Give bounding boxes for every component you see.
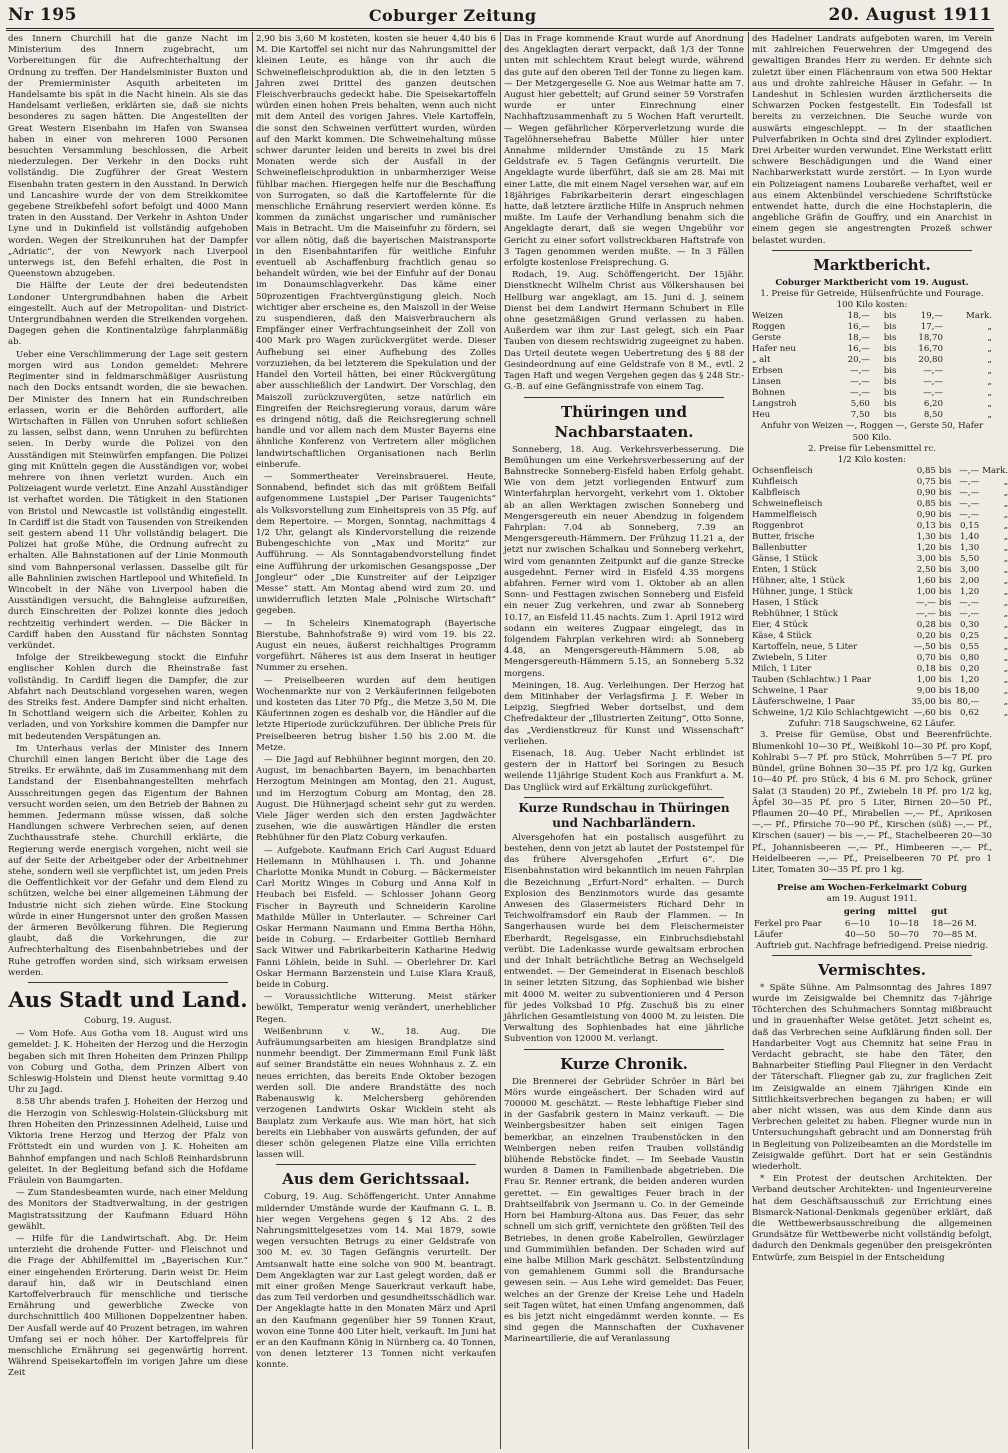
range-separator: bis (938, 675, 952, 686)
section-rule (28, 982, 228, 983)
price-high: —,— (959, 477, 980, 488)
ferkel-market-date: am 19. August 1911. (826, 894, 918, 905)
article-paragraph: Meiningen, 18. Aug. Verleihungen. Der Herzog hat dem Mitinhaber der Verlagsfirma J. F. Weber in Leipzig, Siegfried Weber dortselbst, und dem Chefredakteur der „Illustrierten Zeitung“, Otto Sonne, das „Verdienstkreuz für Kunst und Wissenschaft“ verliehen. (504, 680, 744, 747)
price-item-name: Hühner, junge, 1 Stück (752, 587, 853, 598)
range-separator: bis (938, 532, 952, 543)
price-unit: „ (1003, 664, 1008, 675)
article-paragraph: Ueber eine Verschlimmerung der Lage seit gestern morgen wird aus London gemeldet: Mehrere Regimenter sind in feldmarschmäßiger Ausrüstung nach den Docks entsandt worden, die sie bewachen. Der Minister des Innern hat ein Rundschreiben erlassen, worin er die Behörden auffordert, alle Wirtschaften in Fällen von Unruhen sofort schließen zu lassen, selbst dann, wenn Unruhen zu befürchten seien. In Derby wurde die Polizei von den Ausständigen mit Steinwürfen empfangen. Die Polizei ging mit Knütteln gegen die Ausständigen vor, wobei mehrere von ihnen verletzt wurden. Auch ein Polizeiagent wurde verletzt. Eine Anzahl Ausständiger ist verhaftet worden. Die Tätigkeit in den Stationen von Bristol und Newcastle ist vollständig eingestellt. In Cardiff ist die Stadt von Tausenden von Streikenden seit gestern abend 11 Uhr vollständig belagert. Die Polizei hat große Mühe, die Ordnung aufrecht zu erhalten. Alle Bahnstationen auf der Linie Monmouth sind vom Bahnpersonal verlassen. Dasselbe gilt für alle Bahnlinien zwischen Hartlepool und Whitefield. In Wincobelt in der Nähe von Liverpool haben die Ausständigen versucht, die Bahngleise aufzureißen, durch Einschreiten der Polizei konnte dies jedoch rechtzeitig verhindert werden. — Die Bäcker in Cardiff haben den Ausstand für nächsten Sonntag verkündet. (8, 349, 248, 651)
price-unit: „ (987, 410, 992, 421)
price-unit: „ (1003, 609, 1008, 620)
column-divider (252, 32, 253, 1449)
range-separator: bis (938, 697, 952, 708)
column-divider (748, 32, 749, 1449)
price-low: —,— (849, 377, 870, 388)
article-paragraph: Im Unterhaus verlas der Minister des Innern Churchill einen langen Bericht über die Lage des Streiks. Er erwähnte, daß im Zusammenhang mit dem Landstand der Eisenbahnangestellten mehrfach Ausschreitungen gegen das Eigentum der Bahnen versucht worden seien, um den Betrieb der Bahnen zu hemmen. Jedermann müsse wissen, daß solche Handlungen schwere Verbrechen seien, auf denen Zuchthausstrafe stehe. Churchill erklärte, die Regierung werde energisch vorgehen, nicht weil sie auf der Seite der Arbeitgeber oder der Arbeitnehmer stehe, sondern weil sie verpflichtet ist, um jeden Preis die Oeffentlichkeit vor der Gefahr und dem Elend zu schützen, welche bei einer allgemeinen Lähmung der Industrie nicht sich ziehen würde. Eine Stockung würde in einer Hungersnot unter den großen Massen der ärmeren Bevölkerung führen. Die Regierung glaubt, daß die Vorkehrungen, die zur Aufrechterhaltung des Eisenbahnbetriebes und der Ruhe getroffen worden sind, sich wirksam erweisen werden. (8, 743, 248, 978)
section-rule (524, 797, 724, 798)
article-paragraph: Die Brennerei der Gebrüder Schröer in Bärl bei Mörs wurde eingeäschert. Der Schaden wird auf 700000 M. geschätzt. — Reste lebhaftige Fieber sind in der Gasfabrik gestern in Mainz verkauft. — Die Weinbergsbesitzer haben seit einigen Tagen bemerkbar, an einzelnen Traubenstöcken in den Weinbergen neben reifen Trauben vollständig blühende Rebstöcke findet. — Im Seebade Vaustin wurden 8 Damen in Familienbade abgetrieben. Die Frau Sr. Renner ertrank, die beiden anderen wurden gerettet. — Ein gewaltiges Feuer brach in der Drahtseilfabrik von Jsermann u. Co. in der Gemeinde Horn bei Hamburg-Altona aus. Das Feuer, das sehr schnell um sich griff, vernichtete den größten Teil des Betriebes, in denen große Kabelrollen, Gewürzlager und Gummimühlen befanden. Der Schaden wird auf eine halbe Million Mark geschätzt. Selbstentzündung von gemahlenem Gummi soll die Brandursache gewesen sein. — Aus Lehe wird gemeldet: Das Feuer, welches an der Grenze der Kreise Lehe und Hadeln seit Tagen wütet, hat einen Umfang angenommen, daß es bis jetzt nicht eingedämmt werden konnte. — Es sind gegen die Mannschaften der Cuxhavener Marineartillerie, die auf Veranlassung (504, 1076, 744, 1345)
price-low: 1,00 (916, 675, 936, 686)
ferkel-cell: 50—70 (888, 929, 920, 940)
price-high: —,— (923, 366, 943, 377)
ferkel-cell: Ferkel pro Paar (754, 918, 822, 929)
price-row (752, 322, 992, 333)
price-row (752, 477, 1008, 488)
price-high: 0,15 (960, 521, 980, 532)
price-high: 8,50 (923, 410, 943, 421)
price-row (752, 510, 1008, 521)
price-row (752, 355, 992, 366)
price-unit: „ (1003, 554, 1008, 565)
price-low: —,— (849, 366, 870, 377)
price-high: 19,— (920, 311, 943, 322)
masthead-rule (6, 28, 994, 31)
price-row (752, 388, 992, 399)
price-unit: „ (987, 355, 992, 366)
ferkel-cell: 6—10 (844, 918, 870, 929)
price-high: 80,— (956, 697, 980, 708)
range-separator: bis (938, 708, 952, 719)
price-low: 0,28 (916, 620, 936, 631)
range-separator: bis (938, 620, 952, 631)
price-row (752, 664, 1008, 675)
price-unit: „ (1003, 653, 1008, 664)
column-2 (256, 34, 496, 1449)
price-unit: Mark. (966, 311, 992, 322)
price-row (752, 399, 992, 410)
price-item-name: Kalbfleisch (752, 488, 801, 499)
ferkel-column-header: gering (843, 906, 876, 917)
issue-date: 20. August 1911 (828, 5, 992, 25)
ferkel-column-header: mittel (887, 906, 917, 917)
price-row (752, 675, 1008, 686)
article-paragraph: — Voraussichtliche Witterung. Meist stärker bewölkt, Temperatur wenig verändert, unerheblicher Regen. (256, 992, 496, 1025)
price-high: 1,20 (960, 587, 980, 598)
price-low: 0,20 (916, 631, 936, 642)
ferkel-cell: 10—18 (888, 918, 920, 929)
price-item-name: Hammelfleisch (752, 510, 818, 521)
price-unit: „ (987, 322, 992, 333)
price-item-name: Roggen (752, 322, 786, 333)
price-high: 3,00 (960, 565, 980, 576)
price-low: 20,— (847, 355, 870, 366)
price-low: —,— (915, 609, 936, 620)
price-low: 3,00 (916, 554, 936, 565)
price-low: 16,— (847, 344, 870, 355)
price-unit: „ (987, 333, 992, 344)
range-separator: bis (938, 631, 952, 642)
price-row (752, 488, 1008, 499)
price-unit: „ (1003, 587, 1008, 598)
price-high: —,— (959, 598, 980, 609)
price-low: 18,— (847, 333, 870, 344)
article-paragraph: Rodach, 19. Aug. Schöffengericht. Der 15jähr. Dienstknecht Wilhelm Christ aus Völkershausen bei Hellburg war angeklagt, am 15. Juni d. J. seinem Dienst bei dem Landwirt Hermann Schubert in Elle ohne gesetzmäßigen Grund verlassen zu haben. Außerdem war ihm zur Last gelegt, sich ein Paar Tauben von diesem rechtswidrig zugeeignet zu haben. Das Urteil deutete wegen Uebertretung des § 88 der Gesindeordnung auf eine Geldstrafe von 8 M., evtl. 2 Tagen Haft und wegen Vergehen gegen das § 248 Str.-G.-B. auf eine Gefängnisstrafe von einem Tag. (504, 270, 744, 393)
range-separator: bis (883, 399, 897, 410)
section-heading-stadt-land: Aus Stadt und Land. (8, 987, 248, 1013)
price-row (752, 631, 1008, 642)
range-separator: bis (938, 598, 952, 609)
section-rule (822, 879, 922, 880)
price-item-name: Läuferschweine, 1 Paar (752, 697, 855, 708)
food-price-table (752, 466, 1008, 719)
price-item-name: Bohnen (752, 388, 786, 399)
article-paragraph: — Hilfe für die Landwirtschaft. Abg. Dr. Heim unterzieht die drohende Futter- und Fleischnot und die Frage der Abhilfemittel im „Bayerischen Kur.“ einer eingehenden Erörterung. Darin weist Dr. Heim darauf hin, daß wir in Deutschland einen Kartoffelverbrauch für menschliche und tierische Ernährung und gewerbliche Zwecke von durchschnittlich 400 Millionen Doppelzentner haben. Der Ausfall werde auf 40 Prozent betragen, im wahren Umfang sei er noch höher. Der Kartoffelpreis für menschliche Ernährung sei gegenwärtig horrent. Während Speisekartoffeln im vorigen Jahre um diese Zeit (8, 1233, 248, 1379)
price-unit: „ (987, 366, 992, 377)
price-unit: „ (1003, 708, 1008, 719)
price-high: 0,55 (960, 642, 980, 653)
newspaper-title: Coburger Zeitung (368, 5, 537, 25)
price-unit: „ (1003, 675, 1008, 686)
price-item-name: Enten, 1 Stück (752, 565, 817, 576)
range-separator: bis (938, 510, 952, 521)
price-low: 35,00 (911, 697, 936, 708)
price-item-name: Gänse, 1 Stück (752, 554, 818, 565)
price-item-name: Zwiebeln, 5 Liter (752, 653, 827, 664)
range-separator: bis (938, 686, 952, 697)
price-low: 5,60 (850, 399, 870, 410)
price-high: 17,— (920, 322, 943, 333)
price-row (752, 642, 1008, 653)
article-paragraph: Sonneberg, 18. Aug. Verkehrsverbesserung. Die Bemühungen um eine Verkehrsverbesserung auf der Bahnstrecke Sonneberg-Eisfeld haben Erfolg gehabt. Wie von dem jetzt vorliegenden Entwurf zum Winterfahrplan hervorgeht, verkehrt vom 1. Oktober ab an allen Werktagen zwischen Sonneberg und Mengersgereuth ein neuer Abendzug in folgendem Fahrplan: 7.04 ab Sonneberg, 7.39 an Mengersgereuth-Hämmern. Der Frühzug 11.21 a, der jetzt nur zwischen Schalkau und Sonneberg verkehrt, wird vom genannten Zeitpunkt auf die ganze Strecke ausgedehnt. Ferner wird in Eisfeld 4.35 morgens abfahren. Ferner wird vom 1. Oktober ab an allen Sonn- und Festtagen zwischen Sonneberg und Eisfeld ein neuer Zug verkehren, und zwar ab Sonneberg 10.17, an Eisfeld 11.45 nachts. Zum 1. April 1912 wird sodann ein weiteres Zugpaar eingelegt, das in folgendem Fahrplan verkehren wird: ab Sonneberg 4.48, an Mengersgereuth-Hämmern 5.08, ab Mengersgereuth-Hämmern 5.15, an Sonneberg 5.32 morgens. (504, 444, 744, 679)
price-low: 1,20 (916, 543, 936, 554)
grain-price-table (752, 311, 992, 421)
price-high: 0,80 (960, 653, 980, 664)
ferkel-cell: Läufer (754, 929, 783, 940)
market-zufuhr: Zufuhr: 718 Saugschweine, 62 Läufer. (788, 719, 956, 730)
price-item-name: Gerste (752, 333, 782, 344)
dateline: Coburg, 19. August. (84, 1016, 172, 1027)
price-high: 1,20 (960, 675, 980, 686)
price-high: —,— (959, 510, 980, 521)
masthead (8, 4, 992, 26)
price-high: 1,30 (960, 543, 980, 554)
section-rule (524, 397, 724, 398)
price-row (752, 587, 1008, 598)
price-item-name: Milch, 1 Liter (752, 664, 812, 675)
price-high: —,— (959, 609, 980, 620)
range-separator: bis (938, 521, 952, 532)
price-high: —,— (959, 499, 980, 510)
price-row (752, 620, 1008, 631)
ferkel-cell: 40—50 (844, 929, 876, 940)
range-separator: bis (883, 366, 897, 377)
price-unit: „ (1003, 598, 1008, 609)
price-row (752, 410, 992, 421)
price-item-name: Kartoffeln, neue, 5 Liter (752, 642, 858, 653)
price-low: 1,00 (916, 587, 936, 598)
section-heading-marktbericht: Marktbericht. (813, 255, 931, 274)
range-separator: bis (883, 333, 897, 344)
price-high: —,— (959, 488, 980, 499)
price-low: 0,70 (916, 653, 936, 664)
price-row (752, 697, 1008, 708)
range-separator: bis (883, 311, 897, 322)
ferkel-market-title: Preise am Wochen-Ferkelmarkt Coburg (777, 883, 967, 894)
article-paragraph: — In Scheleirs Kinematograph (Bayerische Bierstube, Bahnhofstraße 9) wird vom 19. bis 22. August ein neues, äußerst reichhaltiges Programm vorgeführt. Näheres ist aus dem Inserat in heutiger Nummer zu ersehen. (256, 618, 496, 674)
price-item-name: Heu (752, 410, 771, 421)
price-low: 0,85 (916, 466, 936, 477)
price-item-name: Hühner, alte, 1 Stück (752, 576, 845, 587)
section-rule (772, 955, 972, 956)
price-unit: „ (1003, 686, 1008, 697)
price-low: 0,13 (916, 521, 936, 532)
market-report-subtitle: Coburger Marktbericht vom 19. August. (775, 277, 969, 288)
price-low: 1,60 (916, 576, 936, 587)
article-paragraph: Coburg, 19. Aug. Schöffengericht. Unter Annahme mildernder Umstände wurde der Kaufmann G. L. B. hier wegen Vergehens gegen § 12 Abs. 2 des Nahrungsmittelgesetzes vom 14. Mai 1879, sowie wegen versuchten Betrugs zu einer Geldstrafe von 300 M. ev. 30 Tagen Gefängnis verurteilt. Der Amtsanwalt hatte eine solche von 900 M. beantragt. Dem Angeklagten war zur Last gelegt worden, daß er mit einer großen Menge Sauerkraut verkauft habe, das zum Teil verdorben und gesundheitsschädlich war. Der Angeklagte hatte in den Monaten März und April an den Kaufmann gegenüber hier 59 Tonnen Kraut, wovon eine Tonne 400 Liter hielt, verkauft. Im Juni hat er an den Kaufmann König in Nürnberg ca. 40 Tonnen, von denen letzterer 13 Tonnen nicht verkaufen konnte. (256, 1192, 496, 1371)
price-row (752, 499, 1008, 510)
section-heading-vermischtes: Vermischtes. (818, 960, 926, 979)
price-item-name: Käse, 4 Stück (752, 631, 812, 642)
price-row (752, 554, 1008, 565)
ferkel-market-note: Auftrieb gut. Nachfrage befriedigend. Preise niedrig. (755, 940, 989, 951)
price-unit: Mark. (982, 466, 1008, 477)
range-separator: bis (938, 477, 952, 488)
price-item-name: Tauben (Schlachtw.) 1 Paar (752, 675, 871, 686)
price-low: 0,85 (916, 499, 936, 510)
price-item-name: Rebhühner, 1 Stück (752, 609, 839, 620)
price-high: 0,62 (960, 708, 980, 719)
price-unit: „ (1003, 499, 1008, 510)
section-heading-chronik: Kurze Chronik. (560, 1054, 688, 1073)
price-item-name: Schweine, 1/2 Kilo Schlachtgewicht (752, 708, 909, 719)
market-unit-label: 1/2 Kilo kosten: (837, 455, 907, 466)
price-item-name: Ballenbutter (752, 543, 807, 554)
price-unit: „ (1003, 521, 1008, 532)
price-unit: „ (1003, 532, 1008, 543)
range-separator: bis (883, 388, 897, 399)
column-1 (8, 34, 248, 1449)
range-separator: bis (938, 576, 952, 587)
range-separator: bis (938, 664, 952, 675)
price-item-name: „ alt (752, 355, 771, 366)
article-paragraph: * Ein Protest der deutschen Architekten. Der Verband deutscher Architekten- und Ingenieurvereine hat dem Geschäftsausschuß zur Errichtung eines Bismarck-National-Denkmals gegenüber erklärt, daß die Wettbewerbsausschreibung die allgemeinen Grundsätze für Wettbewerbe nicht vollständig befolgt, dadurch den Denkmals gegenüber den preisgekrönten Entwürfe, zum Beispiel in der Entscheidung (752, 1174, 992, 1263)
price-low: 0,90 (916, 510, 936, 521)
price-row (752, 543, 1008, 554)
price-unit: „ (987, 377, 992, 388)
price-item-name: Kuhfleisch (752, 477, 798, 488)
article-paragraph: Weißenbrunn v. W., 18. Aug. Die Aufräumungsarbeiten am hiesigen Brandplatze sind nunmehr beendigt. Der Zimmermann Emil Funk läßt auf seiner Brandstätte ein neues Wohnhaus z. Z. ein neues errichten, das bereits Ende Oktober bezogen werden soll. Die andere Brandstätte des noch Rabenauswig k. Melchersberg gehörenden verzogenen Landwirts Oskar Wicklein steht als Bauplatz zum Verkaufe aus. Wie man hört, hat sich bereits ein Liebhaber von auswärts gefunden, der auf dieser schön gelegenen Platze eine Villa errichten lassen will. (256, 1026, 496, 1161)
price-low: 7,50 (850, 410, 870, 421)
price-high: 2,00 (960, 576, 980, 587)
article-paragraph: 2,90 bis 3,60 M kosteten, kosten sie heuer 4,40 bis 6 M. Die Kartoffel sei nicht nur das Nahrungsmittel der kleinen Leute, es hänge von ihr auch die Schweinefleischproduktion ab, die in den letzten 5 Jahren zwei Drittel des ganzen deutschen Fleischverbrauchs gedeckt habe. Die Speisekartoffeln würden einen hohen Preis behalten, wenn auch nicht mit dem Anteil des vorigen Jahres. Viele Kartoffeln, die sonst den Schweinen verfüttert wurden, würden auf den Markt kommen. Die Schweinehaltung müsse schwer darunter leiden und bereits in zwei bis drei Monaten werde sich der Ausfall in der Schweinefleischproduktion in unbarmherziger Weise fühlbar machen. Hiergegen helfe nur die Beschaffung von Surrogaten, so daß die Kartoffelernte für die menschliche Ernährung reserviert werden könne. Es kommen da zunächst ungarischer und rumänischer Mais in Betracht. Um die Maiseinfuhr zu fördern, sei vor allem nötig, daß die bayerischen Maistransporte in den Eisenbahntarifen für weitliche Einfuhr eventuell ab Aschaffenburg frachtlich genau so behandelt würden, wie bei der Einfuhr auf der Donau im Donaumschlagverkehr. Das käme einer 50prozentigen Frachtvergünstigung gleich. Noch wichtiger aber erscheine es, den Maiszoll in der Weise zu suspendieren, daß den Maisverbrauchern als Empfänger einer Verfrachtungseinheit der Zoll von 400 Mark pro Wagen zurückvergütet werde. Dieser Aufhebung sei einer Aufhebung des Zolles vorzuziehen, da bei letzterem die Spekulation und der Handel den Vorteil hätten, bei einer Rückvergütung aber ausschließlich der Landwirt. Der Vorschlag, den Maiszoll zurückzuvergüten, setze natürlich ein Eingreifen der Reichsregierung voraus, darum wäre es dringend nötig, daß die Reichsregierung schnell handle und vor allem nach dem Muster Bayerns eine ähnliche Konferenz von Vertretern aller möglichen landwirtschaftlichen Organisationen nach Berlin einberufe. (256, 34, 496, 470)
article-paragraph: des Innern Churchill hat die ganze Nacht im Ministerium des Innern zugebracht, um Vorbereitungen für die Aufrechterhaltung der Ordnung zu treffen. Der Handelsminister Buxton und der Premierminister Asquith arbeiteten im Handelsamte bis spät in die Nacht hinein. Als sie das Handelsamt verließen, erklärten sie, daß sie nichts besonderes zu sagen hätten. Die Angestellten der Great Western Eisenbahn im Hafen von Swansea haben in einer von mehreren 1000 Personen besuchten Versammlung beschlossen, die Arbeit niederzulegen. Der Verkehr in den Docks ruht vollständig. Die Zugführer der Great Western Eisenbahn traten gestern in den Ausstand. In Derwich und Lancashire wurde der von dem Streikkomitee gegebene Streikbefehl sofort befolgt und 4000 Mann traten in den Ausstand. Der Verkehr in Ashton Under Lyne und in Dukinfield ist vollständig aufgehoben worden. Wegen der Streikunruhen hat der Dampfer „Adriatic“, der von Newyork nach Liverpool unterwegs ist, den Befehl erhalten, die Post in Queenstown abzugeben. (8, 34, 248, 280)
price-high: 0,25 (960, 631, 980, 642)
price-high: 18,70 (918, 333, 943, 344)
price-high: 5,50 (960, 554, 980, 565)
article-paragraph: Die Hälfte der Leute der drei bedeutendsten Londoner Untergrundbahnen haben die Arbeit eingestellt. Auch auf der Metropolitan- und District-Untergrundbahnen werden die Streikenden vorgehen. Dagegen gehen die Kontinentalzüge fahrplanmäßig ab. (8, 281, 248, 348)
article-paragraph: 8.58 Uhr abends trafen J. Hoheiten der Herzog und die Herzogin von Schleswig-Holstein-Glücksburg mit Ihren Hoheiten den Prinzessinnen Adelheid, Luise und Viktoria Irene Herzog und Herzog der Pfalz von Fröttstedt ein und wurden von J. K. Hoheiten am Bahnhof empfangen und nach Schloß Reinhardsbrunn geleitet. In der Begleitung befand sich die Hofdame Fräulein von Baumgarten. (8, 1097, 248, 1186)
article-paragraph: — Vom Hofe. Aus Gotha vom 18. August wird uns gemeldet: J. K. Hoheiten der Herzog und die Herzogin begaben sich mit Ihren Hoheiten dem Prinzen Philipp von Coburg und Gotha, dem Prinzen Albert von Schleswig-Holstein und Dienst heute vormittag 9.40 Uhr zu Jagd. (8, 1029, 248, 1096)
price-row (752, 366, 992, 377)
price-low: —,— (849, 388, 870, 399)
article-paragraph: — Preiselbeeren wurden auf dem heutigen Wochenmarkte nur von 2 Verkäuferinnen feilgeboten und kosteten das Liter 70 Pfg., die Metze 3,50 M. Die Käuferinnen zogen es deshalb vor, die Händler auf die letzte Hiperiode zurückzuführen. Der übliche Preis für Preiselbeeren betrug bisher 1.50 bis 2.00 M. die Metze. (256, 675, 496, 753)
price-row (752, 466, 1008, 477)
price-unit: „ (1003, 565, 1008, 576)
price-unit: „ (1003, 510, 1008, 521)
range-separator: bis (938, 642, 952, 653)
price-unit: „ (1003, 642, 1008, 653)
price-item-name: Linsen (752, 377, 782, 388)
price-item-name: Schweinefleisch (752, 499, 823, 510)
price-low: 18,— (847, 311, 870, 322)
price-unit: „ (1003, 697, 1008, 708)
price-row (752, 686, 1008, 697)
price-item-name: Butter, frische (752, 532, 815, 543)
article-paragraph: — Aufgebote. Kaufmann Erich Carl August Eduard Heilemann in Mühlhausen i. Th. und Johanne Charlotte Monika Mundt in Coburg. — Bäckermeister Carl Moritz Winges in Coburg und Anna Kolf in Heubach bei Eisfeld. — Schlosser Johann Georg Fischer in Bayreuth und Schneiderin Karoline Mathilde Müller in Unterlauter. — Schreiner Carl Oskar Hermann Naumann und Emma Bertha Höhn, beide in Coburg. — Erdarbeiter Gottlieb Bernhard Sack Witwer und Fabrikarbeiterin Katharine Hedwig Fanni Löhlein, beide in Suhl. — Oberlehrer Dr. Karl Oskar Hermann Barzenstein und Luise Klara Krauß, beide in Coburg. (256, 845, 496, 991)
range-separator: bis (938, 543, 952, 554)
price-item-name: Erbsen (752, 366, 783, 377)
price-row (752, 708, 1008, 719)
market-anfuhr: Anfuhr von Weizen —, Roggen —, Gerste 50, Hafer 500 Kilo. (760, 421, 984, 443)
ferkel-column-header: gut (931, 906, 948, 917)
price-low: 0,90 (916, 488, 936, 499)
section-heading-rundschau: Kurze Rundschau in Thüringen und Nachbarländern. (518, 800, 730, 830)
range-separator: bis (883, 355, 897, 366)
column-4 (752, 34, 1008, 1449)
range-separator: bis (883, 377, 897, 388)
price-unit: „ (987, 388, 992, 399)
ferkel-row (752, 930, 992, 941)
price-high: 20,80 (918, 355, 943, 366)
range-separator: bis (938, 554, 952, 565)
price-high: —,— (959, 466, 980, 477)
ferkel-column-header (752, 906, 843, 919)
price-unit: „ (1003, 477, 1008, 488)
price-item-name: Hafer neu (752, 344, 796, 355)
price-low: 2,50 (916, 565, 936, 576)
price-item-name: Langstroh (752, 399, 797, 410)
article-paragraph: * Späte Sühne. Am Palmsonntag des Jahres 1897 wurde im Zeisigwalde bei Chemnitz das 7-jährige Töchterchen des Schuhmachers Sonntag mißbraucht und in grauenhafter Weise getötet. Jetzt scheint es, daß das Verbrechen seine Aufklärung finden soll. Der Handarbeiter Vogt aus Chemnitz hat seine Frau in Verdacht gebracht, sie habe den Täter, den Bahnarbeiter Stiefling Paul Fliegner in den Verdacht der Täterschaft. Fliegner gab zu, zur fraglichen Zeit im Zeisigwalde an einem 7jährigen Kinde ein Sittlichkeitsverbrechen begangen zu haben; er will aber nicht wissen, was aus dem Kinde dann aus Verbrechen geleitet zu haben. Fliegner wurde nun in Untersuchungshaft gebracht und am Donnerstag früh in Begleitung von Polizeibeamten an die Mordstelle im Zeisigwalde geführt. Dort hat er sein Geständnis wiederholt. (752, 982, 992, 1172)
price-low: 9,00 (916, 686, 936, 697)
price-row (752, 653, 1008, 664)
range-separator: bis (938, 499, 952, 510)
price-item-name: Schweine, 1 Paar (752, 686, 828, 697)
price-row (752, 311, 992, 322)
article-paragraph: — Sommertheater Vereinsbrauerei. Heute, Sonnabend, befindet sich das mit größtem Beifall aufgenommene Lustspiel „Der Pariser Taugenichts“ als Volksvorstellung zum Einheitspreis von 35 Pfg. auf dem Repertoire. — Morgen, Sonntag, nachmittags 4 1/2 Uhr, gelangt als Kindervorstellung die reizende Bubengeschichte von „Max und Moritz“ zur Aufführung. — Als Sonntagabendvorstellung findet eine Aufführung der urkomischen Gesangsposse „Der Jongleur“ oder „Die Kunstreiter auf der Leipziger Messe“ statt. Am Montag abend wird zum 20. und unwiderruflich letzten Male „Polnische Wirtschaft“ gegeben. (256, 471, 496, 617)
price-unit: „ (1003, 631, 1008, 642)
price-item-name: Ochsenfleisch (752, 466, 813, 477)
price-item-name: Weizen (752, 311, 784, 322)
price-item-name: Hasen, 1 Stück (752, 598, 819, 609)
market-vegetable-prices: 3. Preise für Gemüse, Obst und Beerenfrüchte. Blumenkohl 10—30 Pf., Weißkohl 10—30 Pf. pro Kopf, Kohlrabi 5—7 Pf. pro Stück, Mohrrüben 5—7 Pf. pro Bündel, grüne Bohnen 30—35 Pf. pro 1/2 kg, Gurken 10—40 Pf. pro Stück, 4 bis 6 M. pro Schock, grüner Salat (3 Stauden) 20 Pf., Zwiebeln 18 Pf. pro 1/2 kg, Äpfel 30—35 Pf. pro 5 Liter, Birnen 20—50 Pf., Pflaumen 20—40 Pf., Mirabellen —,— Pf., Aprikosen —,— Pf., Pfirsiche 70—90 Pf., Kirschen (süß) —,— Pf., Kirschen (sauer) — bis —,— Pf., Stachelbeeren 20—30 Pf., Johannisbeeren —,— Pf., Himbeeren —,— Pf., Heidelbeeren —,— Pf., Preiselbeeren 70 Pf. pro 1 Liter, Tomaten 30—35 Pf. pro 1 kg. (752, 730, 992, 875)
range-separator: bis (938, 653, 952, 664)
article-paragraph: Infolge der Streikbewegung stockt die Einfuhr englischer Kohlen durch die Rheinstraße fast vollständig. In Cardiff liegen die Dampfer, die zur Abfahrt nach Deutschland vorgesehen waren, wegen des Streiks fest. Andere Dampfer sind nicht erhalten. In Schottland weigern sich die Arbeiter, Kohlen zu verladen, und von Yorkshire kommen die Dampfer nur mit bedeutenden Verspätungen an. (8, 653, 248, 742)
price-low: —,— (915, 598, 936, 609)
range-separator: bis (938, 565, 952, 576)
range-separator: bis (938, 488, 952, 499)
price-high: —,— (923, 377, 943, 388)
article-paragraph: Das in Frage kommende Kraut wurde auf Anordnung des Angeklagten derart verpackt, daß 1/3 der Tonne unten mit schlechtem Kraut belegt wurde, während das gute auf den oberen Teil der Tonne zu liegen kam. — Der Metzgergeselle G. Noe aus Weimar hatte am 7. August hier gebettelt; auf Grund seiner 59 Vorstrafen wurde er unter Einrechnung einer Nachhaftzusammenhaft zu 5 Wochen Haft verurteilt. — Wegen gefährlicher Körperverletzung wurde die Tagelöhnersehefrau Babette Müller hier unter Annahme mildernder Umstände zu 15 Mark Geldstrafe ev. 5 Tagen Gefängnis verurteilt. Die Angeklagte wurde überführt, daß sie am 28. Mai mit einer Latte, die mit einem Nagel versehen war, auf ein 18jähriges Fabrikarbeiterin derart eingeschlagen hatte, daß letztere ärztliche Hilfe in Anspruch nehmen mußte. Im Laufe der Verhandlung benahm sich die Angeklagte derart, daß sie wegen Ungebühr vor Gericht zu einer sofort vollstreckbaren Haftstrafe von 3 Tagen genommen werden mußte. — In 3 Fällen erfolgte kostenlose Freisprechung. G. (504, 34, 744, 269)
ferkel-price-table (752, 906, 992, 941)
article-paragraph: Eisenach, 18. Aug. Ueber Nacht erblindet ist gestern der in Hattorf bei Soringen zu Besuch weilende 11jährige Student Koch aus Frankfurt a. M. Das Unglück wird auf Erkältung zurückgeführt. (504, 748, 744, 793)
price-low: 16,— (847, 322, 870, 333)
price-item-name: Roggenbrot (752, 521, 804, 532)
price-high: 6,20 (923, 399, 943, 410)
price-high: 0,20 (960, 664, 980, 675)
price-unit: „ (987, 399, 992, 410)
price-unit: „ (1003, 576, 1008, 587)
price-low: —,60 (913, 708, 936, 719)
market-unit-label: 100 Kilo kosten: (836, 300, 908, 311)
range-separator: bis (883, 344, 897, 355)
section-heading-gerichtssaal: Aus dem Gerichtssaal. (282, 1170, 470, 1189)
price-row (752, 344, 992, 355)
column-3 (504, 34, 744, 1449)
section-heading-thueringen: Thüringen und Nachbarstaaten. (554, 402, 694, 441)
price-high: 16,70 (918, 344, 943, 355)
price-high: 18,00 (954, 686, 980, 697)
range-separator: bis (883, 322, 897, 333)
price-row (752, 377, 992, 388)
section-rule (772, 250, 972, 251)
range-separator: bis (883, 410, 897, 421)
column-divider (500, 32, 501, 1449)
article-paragraph: — Zum Standesbeamten wurde, nach einer Meldung des Monitors der Stadtverwaltung, in der gestrigen Magistratssitzung der Kaufmann Eduard Höhn gewählt. (8, 1188, 248, 1232)
price-item-name: Eier, 4 Stück (752, 620, 808, 631)
price-row (752, 576, 1008, 587)
price-row (752, 532, 1008, 543)
price-high: —,— (923, 388, 943, 399)
price-unit: „ (1003, 543, 1008, 554)
price-row (752, 521, 1008, 532)
range-separator: bis (938, 609, 952, 620)
price-row (752, 598, 1008, 609)
market-section-heading: 2. Preise für Lebensmittel rc. (808, 443, 936, 454)
price-low: 1,30 (916, 532, 936, 543)
ferkel-cell: 70—85 M. (932, 929, 977, 940)
market-section-heading: 1. Preise für Getreide, Hülsenfrüchte und Fourage. (760, 289, 984, 300)
section-rule (524, 1049, 724, 1050)
ferkel-cell: 18—26 M. (932, 918, 977, 929)
article-paragraph: des Hadelner Landrats aufgeboten waren, im Verein mit zahlreichen Feuerwehren der Umgegend des gewaltigen Brandes Herr zu werden. Er dehnte sich zuletzt über einen Flächenraum von etwa 500 Hektar aus und drohte zahlreiche Häuser in Gefahr. — In Landeshut in Schlesien wurden ärztlicherseits die Schwarzen Pocken festgestellt. Ein Todesfall ist bereits zu verzeichnen. Die Seuche wurde von auswärts eingeschleppt. — In der staatlichen Pulverfabriken in Ochta sind drei Zylinder explodiert. Drei Arbeiter wurden verwundet. Eine Werkstatt erlitt schwere Beschädigungen und die Wand einer Nachbarwerkstatt wurde zerstört. — In Lyon wurde ein Polizeiagent namens Loubareße verhaftet, weil er aus einem Aktenbündel verschiedene Schriftstücke entwendet hatte, durch die eine Hochstaplerin, die angebliche Gräfin de Gouffry, und ein Anarchist in einem gegen sie angestrengten Prozeß schwer belastet wurden. (752, 34, 992, 246)
price-low: 0,75 (916, 477, 936, 488)
price-unit: „ (1003, 488, 1008, 499)
range-separator: bis (938, 587, 952, 598)
price-high: 0,30 (960, 620, 980, 631)
price-row (752, 333, 992, 344)
price-row (752, 565, 1008, 576)
price-low: —,50 (913, 642, 936, 653)
issue-number: Nr 195 (8, 5, 77, 25)
price-low: 0,18 (916, 664, 936, 675)
section-rule (276, 1164, 476, 1165)
article-paragraph: — Die Jagd auf Rebhühner beginnt morgen, den 20. August, im benachbarten Bayern, im benachbarten Herzogtum Meiningen am Montag, den 21. August, und im Herzogtum Coburg am Montag, den 28. August. Die Hühnerjagd scheint sehr gut zu werden. Viele Jäger werden sich den ersten Jagdwächter zusehen, wie die auswärtigen Händler die ersten Rebhühner für den Platz Coburg verkaufen. (256, 755, 496, 844)
price-unit: „ (1003, 620, 1008, 631)
price-row (752, 609, 1008, 620)
price-unit: „ (987, 344, 992, 355)
price-high: 1,40 (960, 532, 980, 543)
ferkel-row (752, 919, 992, 930)
article-paragraph: Alversgehofen hat ein postalisch ausgeführt zu bestehen, denn von jetzt ab lautet der Poststempel für das frühere Alversgehofen „Erfurt 6“. Die Eisenbahnstation wird bekanntlich im neuen Fahrplan die Bezeichnung „Erfurt-Nord“ erhalten. — Durch Explosion des Benzinmotors wurde das gesamte Anwesen des Glasermeisters Richard Dehr in Teichwolframsdorf ein Raub der Flammen. — In Sangerhausen wurde bei dem Fleischermeister Eberhardt, Regelsgasse, ein Einbruchsdiebstahl verübt. Die Ladenkasse wurde gewaltsam erbrochen und der Inhalt beträchtliche Betrag an Wechselgeld entwendet. — Der Gemeinderat in Eisenach beschloß in seiner letzten Sitzung, das Sophienbad wie bisher mit 4000 M. weiter zu subventionieren und 4 Person für jedes Volksbad 10 Pfg. Zuschuß bis zu einer jährlichen Gesamtleistung von 4000 M. zu leisten. Die Verwaltung des Sophienbades hat eine jährliche Subvention von 12000 M. verlangt. (504, 832, 744, 1045)
range-separator: bis (938, 466, 952, 477)
